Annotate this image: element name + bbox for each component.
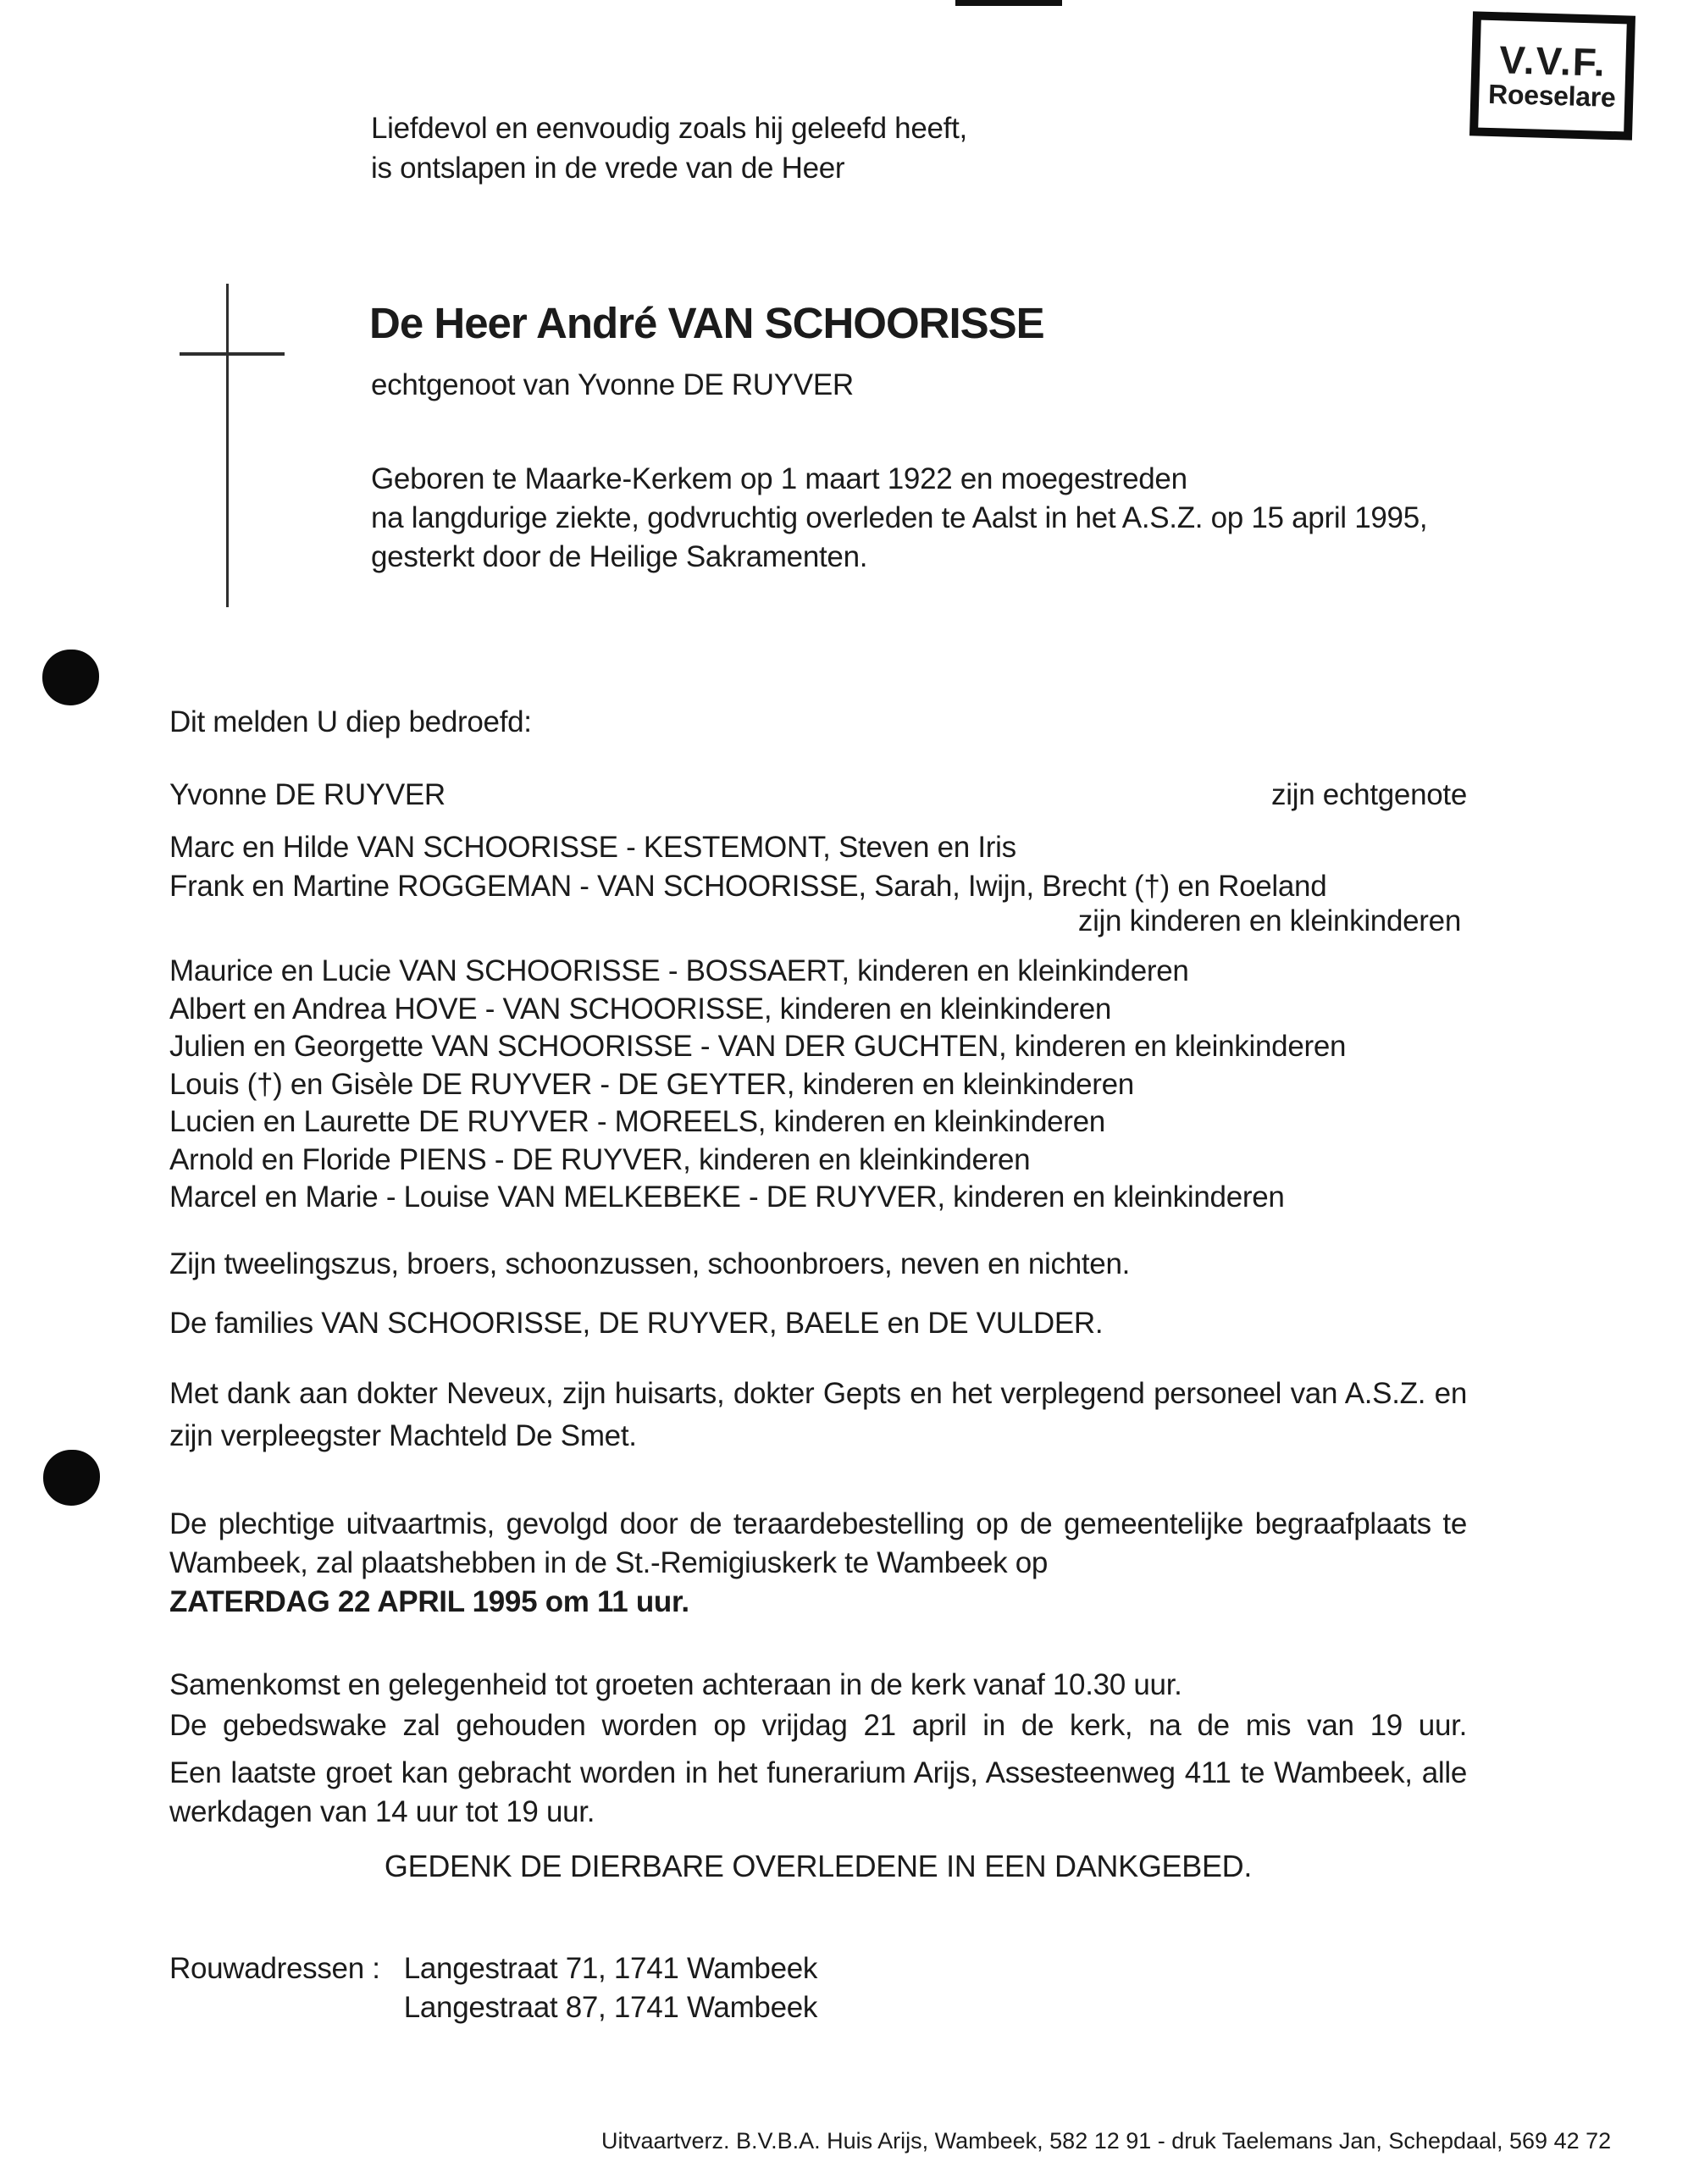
stamp-city: Roeselare xyxy=(1487,78,1616,113)
announcement-line: Dit melden U diep bedroefd: xyxy=(169,705,532,738)
children-list xyxy=(169,828,1467,906)
addresses-lines xyxy=(404,1949,817,2027)
gathering-line-2: De gebedswake zal gehouden worden op vrijdag 21 april in de kerk, na de mis van 19 uur. xyxy=(169,1708,1467,1742)
funeral-paragraph xyxy=(169,1505,1467,1622)
printer-credit-line: Uitvaartverz. B.V.B.A. Huis Arijs, Wambeek, 582 12 91 - druk Taelemans Jan, Schepdaal, 569 42 72 xyxy=(601,2128,1612,2154)
remembrance-line: GEDENK DE DIERBARE OVERLEDENE IN EEN DANKGEBED. xyxy=(384,1849,1253,1883)
scan-artifact-top xyxy=(955,0,1062,6)
address-line-1: Langestraat 71, 1741 Wambeek xyxy=(403,1952,818,1985)
scan-punch-dot-upper xyxy=(42,650,99,705)
intro-line-2: is ontslapen in de vrede van de Heer xyxy=(371,152,845,185)
funeral-date-line: ZATERDAG 22 APRIL 1995 om 11 uur. xyxy=(169,1585,689,1618)
relative-line: Lucien en Laurette DE RUYVER - MOREELS, kinderen en kleinkinderen xyxy=(169,1105,1105,1138)
mourning-addresses xyxy=(169,1949,817,2027)
intro-verse xyxy=(371,108,967,188)
deceased-subtitle: echtgenoot van Yvonne DE RUYVER xyxy=(371,368,854,401)
relative-line: Julien en Georgette VAN SCHOORISSE - VAN DER GUCHTEN, kinderen en kleinkinderen xyxy=(169,1030,1347,1063)
life-summary xyxy=(371,460,1497,577)
cross-icon-bar xyxy=(180,352,285,356)
spouse-row xyxy=(169,776,1467,815)
funeral-text: De plechtige uitvaartmis, gevolgd door de teraardebestelling op de gemeentelijke begraafplaats te Wambeek, zal plaatshebben in de St.-Remigiuskerk te Wambeek op xyxy=(169,1507,1467,1579)
address-line-2: Langestraat 87, 1741 Wambeek xyxy=(403,1991,818,2024)
children-relation: zijn kinderen en kleinkinderen xyxy=(1077,904,1461,937)
children-line: Marc en Hilde VAN SCHOORISSE - KESTEMONT, Steven en Iris xyxy=(169,831,1016,864)
last-visit-paragraph: Een laatste groet kan gebracht worden in het funerarium Arijs, Assesteenweg 411 te Wambeek, alle werkdagen van 14 uur tot 19 uur. xyxy=(169,1756,1467,1828)
stamp-org-name: V.V.F. xyxy=(1498,37,1608,85)
vvf-stamp xyxy=(1469,11,1635,140)
thanks-paragraph: Met dank aan dokter Neveux, zijn huisarts, dokter Gepts en het verplegend personeel van A.S.Z. en zijn verpleegster Machteld De Smet. xyxy=(169,1377,1467,1452)
life-line-2: na langdurige ziekte, godvruchtig overleden te Aalst in het A.S.Z. op 15 april 1995, xyxy=(371,501,1428,534)
relatives-list xyxy=(169,953,1491,1217)
spouse-name: Yvonne DE RUYVER xyxy=(169,778,446,811)
families-line: De families VAN SCHOORISSE, DE RUYVER, BAELE en DE VULDER. xyxy=(169,1307,1104,1340)
relative-line: Maurice en Lucie VAN SCHOORISSE - BOSSAERT, kinderen en kleinkinderen xyxy=(169,954,1189,987)
relative-line: Arnold en Floride PIENS - DE RUYVER, kinderen en kleinkinderen xyxy=(169,1142,1031,1176)
gathering-line-1: Samenkomst en gelegenheid tot groeten achteraan in de kerk vanaf 10.30 uur. xyxy=(169,1668,1182,1701)
addresses-label: Rouwadressen : xyxy=(169,1952,380,1985)
scan-punch-dot-lower xyxy=(43,1450,100,1506)
spouse-relation: zijn echtgenote xyxy=(1271,778,1467,811)
relative-line: Marcel en Marie - Louise VAN MELKEBEKE - DE RUYVER, kinderen en kleinkinderen xyxy=(169,1180,1285,1214)
children-line: Frank en Martine ROGGEMAN - VAN SCHOORISSE, Sarah, Iwijn, Brecht (†) en Roeland xyxy=(169,870,1327,903)
relative-line: Louis (†) en Gisèle DE RUYVER - DE GEYTER, kinderen en kleinkinderen xyxy=(169,1067,1134,1101)
extended-family-line: Zijn tweelingszus, broers, schoonzussen, schoonbroers, neven en nichten. xyxy=(169,1247,1131,1280)
life-line-3: gesterkt door de Heilige Sakramenten. xyxy=(371,540,868,573)
intro-line-1: Liefdevol en eenvoudig zoals hij geleefd heeft, xyxy=(371,112,967,145)
relative-line: Albert en Andrea HOVE - VAN SCHOORISSE, kinderen en kleinkinderen xyxy=(169,992,1112,1026)
deceased-name-title: De Heer André VAN SCHOORISSE xyxy=(369,299,1044,347)
life-line-1: Geboren te Maarke-Kerkem op 1 maart 1922 en moegestreden xyxy=(371,462,1187,495)
gathering-paragraph xyxy=(169,1665,1467,1745)
cross-icon xyxy=(226,284,229,607)
